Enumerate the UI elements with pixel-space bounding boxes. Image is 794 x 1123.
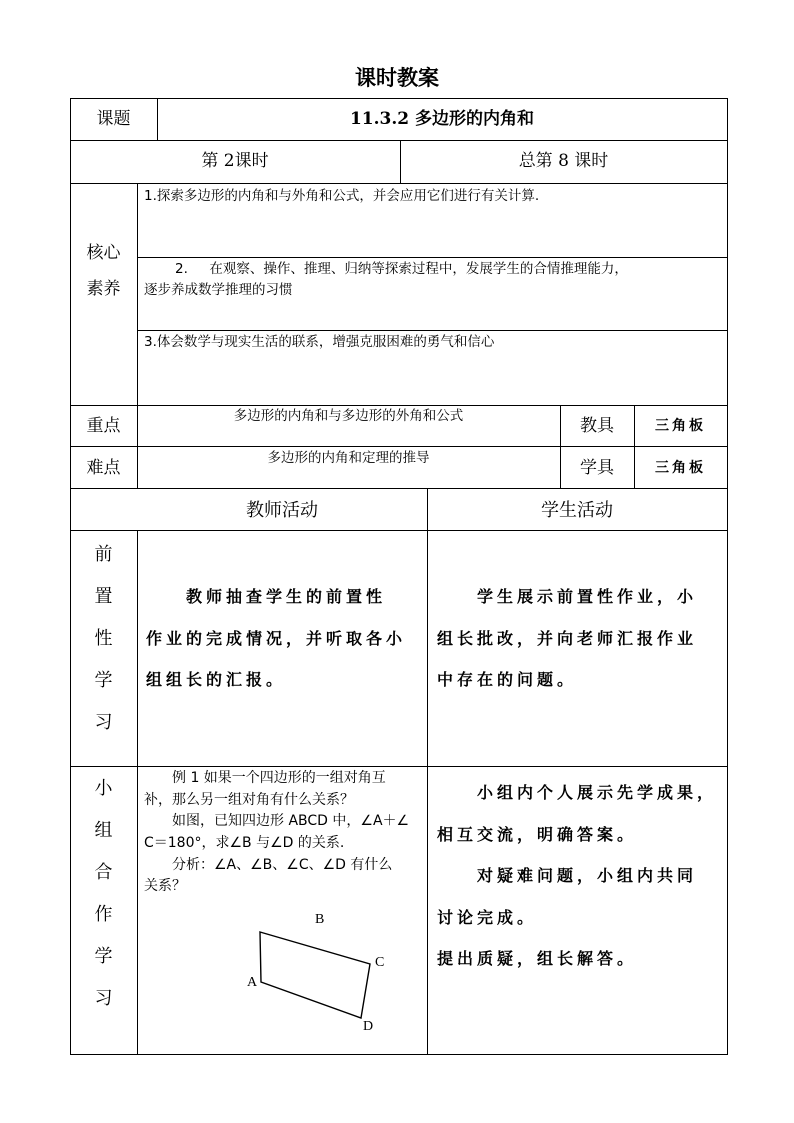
vertex-d-label: D	[363, 1019, 374, 1034]
core-item-2: 2. 在观察、操作、推理、归纳等探索过程中，发展学生的合情推理能力，	[175, 261, 628, 277]
core-item-2-cont: 逐步养成数学推理的习惯	[144, 282, 293, 298]
core-item-1: 1.探索多边形的内角和与外角和公式，并会应用它们进行有关计算.	[144, 188, 540, 204]
learning-tool-value: 三角板	[655, 460, 706, 476]
lesson-number: 第 2课时	[201, 151, 269, 171]
learning-tool-label: 学具	[580, 458, 614, 478]
key-point-value: 多边形的内角和与多边形的外角和公式	[233, 408, 464, 424]
quadrilateral-abcd	[260, 932, 370, 1018]
document-title: 课时教案	[355, 65, 439, 90]
vertex-b-label: B	[315, 912, 325, 927]
key-point-label: 重点	[86, 416, 121, 436]
difficult-point-value: 多边形的内角和定理的推导	[267, 450, 430, 466]
topic-value: 11.3.2 多边形的内角和	[349, 109, 535, 129]
topic-label: 课题	[96, 109, 131, 129]
group-learning-label: 小 组 合 作 学 习	[94, 778, 113, 1009]
lesson-total: 总第 8 课时	[518, 151, 609, 171]
teaching-tool-value: 三角板	[655, 418, 706, 434]
group-student-text: 小组内个人展示先学成果， 相互交流，明确答案。 对疑难问题，小组内共同 讨论完成。 提出质疑，组长解答。	[437, 783, 718, 969]
example-problem-text: 例 1 如果一个四边形的一组对角互 补，那么另一组对角有什么关系？ 如图，已知四边形 ABCD 中，∠A＋∠ C＝180°，求∠B 与∠D 的关系. 分析：∠A、∠B、∠C、∠D 有什么 关系？	[144, 770, 410, 895]
quadrilateral-figure	[137, 900, 427, 1050]
teaching-tool-label: 教具	[580, 416, 614, 436]
core-label: 核心 素养	[86, 243, 121, 299]
preview-student-text: 学生展示前置性作业，小 组长批改，并向老师汇报作业 中存在的问题。	[437, 587, 698, 690]
preview-teacher-text: 教师抽查学生的前置性 作业的完成情况，并听取各小 组组长的汇报。	[146, 587, 407, 690]
vertex-c-label: C	[375, 955, 385, 970]
preview-learning-label: 前 置 性 学 习	[94, 544, 113, 733]
student-activity-header: 学生活动	[541, 500, 613, 521]
difficult-point-label: 难点	[86, 458, 121, 478]
core-item-3: 3.体会数学与现实生活的联系，增强克服困难的勇气和信心	[144, 334, 495, 350]
teacher-activity-header: 教师活动	[246, 500, 318, 521]
vertex-a-label: A	[247, 975, 258, 990]
